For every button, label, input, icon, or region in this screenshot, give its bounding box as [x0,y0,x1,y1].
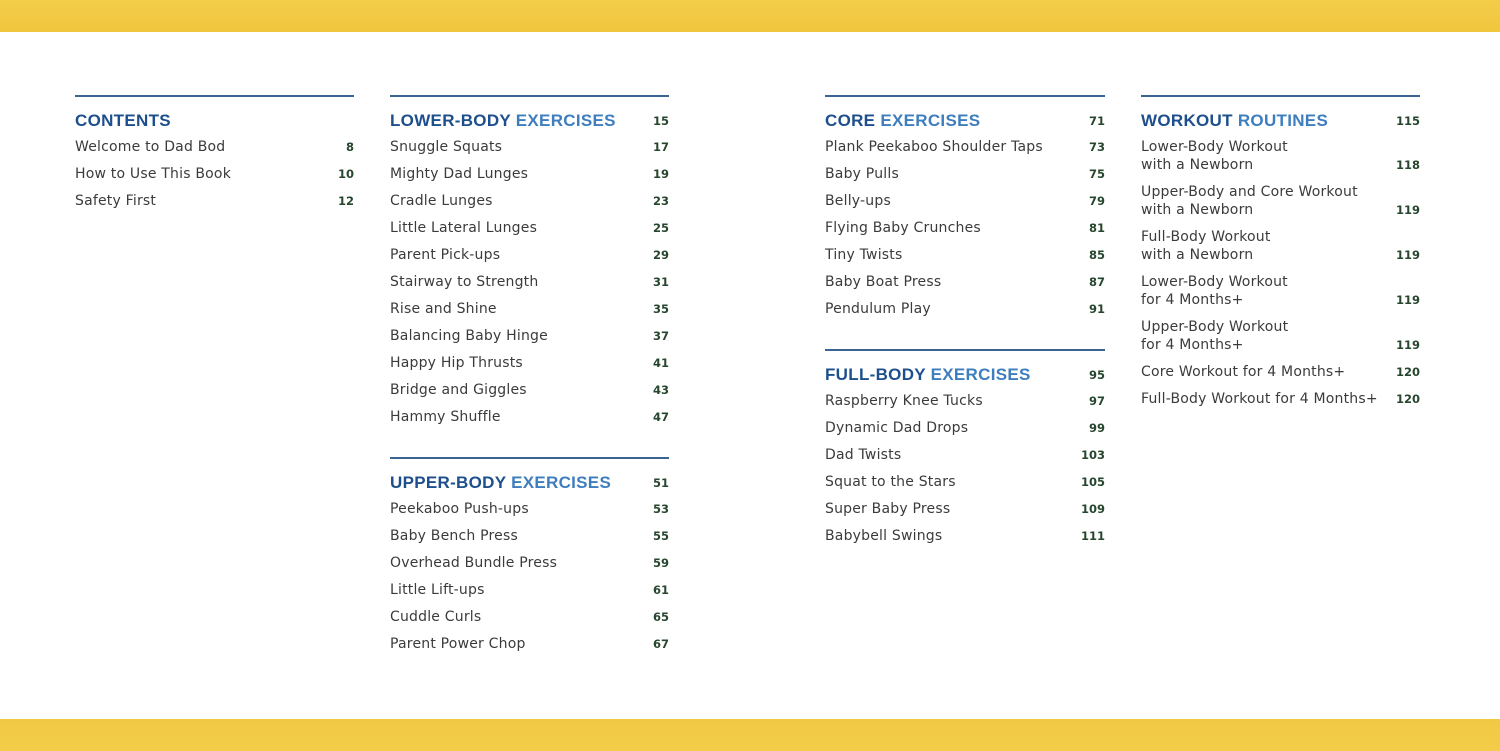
entry-title: Baby Boat Press [825,274,942,290]
toc-entry[interactable] [1141,183,1420,228]
section-heading [390,95,669,134]
entry-title: Baby Bench Press [390,528,518,544]
entry-page-number: 19 [652,167,669,181]
entry-page-number: 120 [1395,365,1420,379]
entry-list [825,392,1105,554]
section-title-secondary: EXERCISES [880,111,981,130]
section-page-number: 51 [652,476,669,490]
toc-entry[interactable] [1141,390,1420,417]
entry-page-number: 109 [1080,502,1105,516]
entry-page-number: 119 [1395,338,1420,352]
entry-list [1141,138,1420,417]
entry-page-number: 65 [652,610,669,624]
entry-title: Lower-Body Workout for 4 Months+ [1141,274,1288,308]
section-title-secondary: ROUTINES [1237,111,1329,130]
toc-column [1141,95,1420,439]
entry-page-number: 23 [652,194,669,208]
entry-title: Cuddle Curls [390,609,482,625]
entry-title: Upper-Body and Core Workout with a Newborn [1141,184,1358,218]
toc-section [1141,95,1420,417]
toc-entry[interactable] [390,246,669,273]
toc-entry[interactable] [390,554,669,581]
toc-entry[interactable] [1141,228,1420,273]
section-heading [390,457,669,496]
entry-title: Mighty Dad Lunges [390,166,529,182]
entry-title: Core Workout for 4 Months+ [1141,364,1346,380]
entry-page-number: 59 [652,556,669,570]
entry-title: Cradle Lunges [390,193,493,209]
toc-entry[interactable] [825,392,1105,419]
entry-title: Flying Baby Crunches [825,220,981,236]
toc-entry[interactable] [390,500,669,527]
entry-title: Baby Pulls [825,166,899,182]
toc-entry[interactable] [825,165,1105,192]
entry-title: Dynamic Dad Drops [825,420,969,436]
entry-list [825,138,1105,327]
section-title-primary: FULL-BODY [825,365,926,384]
section-title [390,473,611,493]
entry-page-number: 75 [1088,167,1105,181]
entry-title: Plank Peekaboo Shoulder Taps [825,139,1043,155]
section-page-number: 71 [1088,114,1105,128]
entry-page-number: 85 [1088,248,1105,262]
entry-title: Balancing Baby Hinge [390,328,548,344]
entry-page-number: 120 [1395,392,1420,406]
entry-title: Little Lateral Lunges [390,220,538,236]
section-title-primary: LOWER-BODY [390,111,511,130]
entry-title: Raspberry Knee Tucks [825,393,983,409]
toc-entry[interactable] [390,408,669,435]
entry-page-number: 37 [652,329,669,343]
section-title-secondary: EXERCISES [515,111,616,130]
entry-list [75,138,354,219]
entry-title: Peekaboo Push-ups [390,501,529,517]
section-page-number: 15 [652,114,669,128]
entry-list [390,138,669,435]
entry-title: Lower-Body Workout with a Newborn [1141,139,1288,173]
section-title-primary: CORE [825,111,876,130]
entry-page-number: 91 [1088,302,1105,316]
entry-page-number: 119 [1395,203,1420,217]
toc-entry[interactable] [825,419,1105,446]
entry-title: Stairway to Strength [390,274,539,290]
top-yellow-band [0,0,1500,32]
entry-title: Snuggle Squats [390,139,503,155]
toc-entry[interactable] [390,219,669,246]
section-title [75,111,171,131]
toc-section [75,95,354,219]
toc-entry[interactable] [390,354,669,381]
toc-column [390,95,669,684]
entry-page-number: 105 [1080,475,1105,489]
toc-entry[interactable] [390,527,669,554]
entry-title: Squat to the Stars [825,474,956,490]
entry-title: Dad Twists [825,447,902,463]
toc-entry[interactable] [1141,273,1420,318]
toc-entry[interactable] [390,381,669,408]
toc-entry[interactable] [825,219,1105,246]
section-page-number: 115 [1395,114,1420,128]
entry-page-number: 61 [652,583,669,597]
entry-page-number: 31 [652,275,669,289]
toc-entry[interactable] [825,273,1105,300]
entry-page-number: 103 [1080,448,1105,462]
section-heading [825,349,1105,388]
toc-entry[interactable] [825,446,1105,473]
entry-page-number: 97 [1088,394,1105,408]
entry-page-number: 29 [652,248,669,262]
toc-column [75,95,354,241]
entry-page-number: 10 [337,167,354,181]
section-title-primary: WORKOUT [1141,111,1233,130]
entry-title: Belly-ups [825,193,891,209]
toc-entry[interactable] [75,165,354,192]
bottom-yellow-band [0,719,1500,751]
entry-title: Hammy Shuffle [390,409,501,425]
entry-page-number: 119 [1395,248,1420,262]
entry-page-number: 41 [652,356,669,370]
entry-title: Safety First [75,193,157,209]
entry-page-number: 99 [1088,421,1105,435]
toc-entry[interactable] [390,192,669,219]
toc-section [825,95,1105,327]
entry-title: Super Baby Press [825,501,951,517]
section-title [390,111,616,131]
entry-page-number: 17 [652,140,669,154]
entry-title: Tiny Twists [825,247,903,263]
toc-section [390,457,669,662]
toc-entry[interactable] [390,327,669,354]
toc-entry[interactable] [390,273,669,300]
toc-entry[interactable] [75,192,354,219]
toc-entry[interactable] [825,527,1105,554]
entry-title: Little Lift-ups [390,582,485,598]
entry-title: Pendulum Play [825,301,931,317]
toc-entry[interactable] [825,192,1105,219]
toc-entry[interactable] [390,165,669,192]
section-title-secondary: EXERCISES [511,473,612,492]
toc-entry[interactable] [1141,363,1420,390]
toc-entry[interactable] [390,300,669,327]
toc-entry[interactable] [825,138,1105,165]
entry-title: Full-Body Workout for 4 Months+ [1141,391,1378,407]
entry-page-number: 119 [1395,293,1420,307]
entry-title: Welcome to Dad Bod [75,139,226,155]
entry-title: Full-Body Workout with a Newborn [1141,229,1271,263]
entry-title: Happy Hip Thrusts [390,355,523,371]
entry-page-number: 25 [652,221,669,235]
section-title-secondary: EXERCISES [930,365,1031,384]
toc-entry[interactable] [825,246,1105,273]
toc-entry[interactable] [390,138,669,165]
section-title [1141,111,1328,131]
entry-page-number: 12 [337,194,354,208]
toc-section [825,349,1105,554]
entry-title: Babybell Swings [825,528,943,544]
toc-entry[interactable] [390,581,669,608]
toc-section [390,95,669,435]
toc-entry[interactable] [1141,318,1420,363]
entry-title: Parent Pick-ups [390,247,501,263]
entry-title: How to Use This Book [75,166,232,182]
entry-title: Upper-Body Workout for 4 Months+ [1141,319,1289,353]
section-title [825,111,980,131]
entry-page-number: 47 [652,410,669,424]
toc-entry[interactable] [390,608,669,635]
entry-title: Parent Power Chop [390,636,526,652]
section-title-primary: CONTENTS [75,111,171,130]
toc-entry[interactable] [825,300,1105,327]
entry-title: Rise and Shine [390,301,497,317]
entry-page-number: 87 [1088,275,1105,289]
section-page-number: 95 [1088,368,1105,382]
entry-page-number: 35 [652,302,669,316]
section-heading [1141,95,1420,134]
entry-title: Bridge and Giggles [390,382,527,398]
section-title-primary: UPPER-BODY [390,473,507,492]
section-title [825,365,1031,385]
section-heading [825,95,1105,134]
toc-entry[interactable] [1141,138,1420,183]
entry-page-number: 43 [652,383,669,397]
entry-page-number: 118 [1395,158,1420,172]
entry-list [390,500,669,662]
entry-page-number: 111 [1080,529,1105,543]
entry-page-number: 8 [345,140,354,154]
entry-page-number: 53 [652,502,669,516]
toc-entry[interactable] [390,635,669,662]
entry-page-number: 79 [1088,194,1105,208]
entry-title: Overhead Bundle Press [390,555,558,571]
entry-page-number: 55 [652,529,669,543]
toc-column [825,95,1105,576]
entry-page-number: 81 [1088,221,1105,235]
toc-entry[interactable] [825,473,1105,500]
section-heading [75,95,354,134]
entry-page-number: 67 [652,637,669,651]
toc-entry[interactable] [825,500,1105,527]
toc-entry[interactable] [75,138,354,165]
entry-page-number: 73 [1088,140,1105,154]
